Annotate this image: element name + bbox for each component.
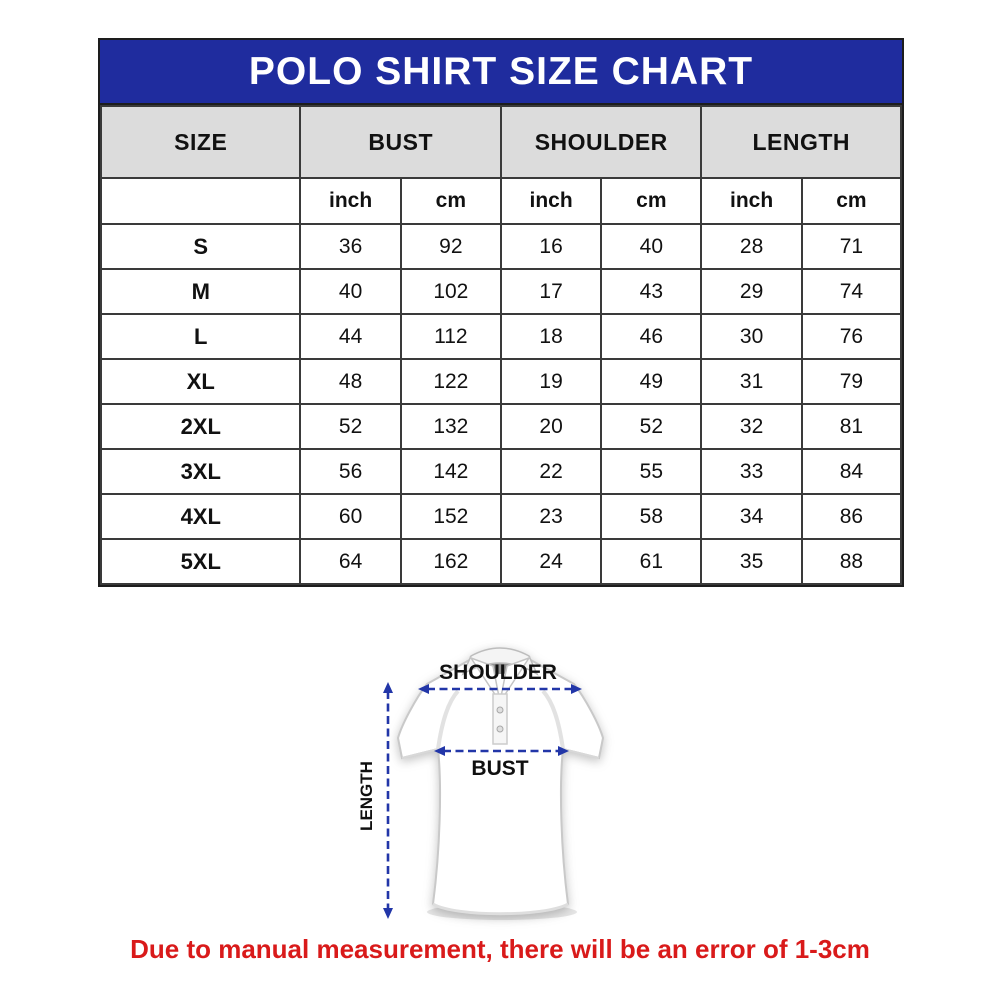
table-row [101, 224, 901, 269]
measurement-diagram [330, 636, 670, 936]
value-cell: 58 [601, 494, 701, 539]
value-cell: 49 [601, 359, 701, 404]
value-cell: 52 [601, 404, 701, 449]
col-header-size: SIZE [101, 106, 300, 178]
table-row [101, 404, 901, 449]
table-header-row [101, 106, 901, 178]
unit-cell: inch [300, 178, 400, 224]
value-cell: 20 [501, 404, 601, 449]
value-cell: 81 [802, 404, 901, 449]
table-row [101, 494, 901, 539]
size-label: XL [101, 359, 300, 404]
value-cell: 43 [601, 269, 701, 314]
table-row [101, 449, 901, 494]
col-header-bust: BUST [300, 106, 501, 178]
size-table [100, 105, 902, 585]
table-row [101, 359, 901, 404]
button-bottom [497, 726, 503, 732]
value-cell: 86 [802, 494, 901, 539]
value-cell: 162 [401, 539, 501, 584]
value-cell: 18 [501, 314, 601, 359]
value-cell: 84 [802, 449, 901, 494]
value-cell: 132 [401, 404, 501, 449]
value-cell: 64 [300, 539, 400, 584]
page-title: POLO SHIRT SIZE CHART [100, 40, 902, 105]
value-cell: 122 [401, 359, 501, 404]
table-row [101, 314, 901, 359]
value-cell: 44 [300, 314, 400, 359]
value-cell: 19 [501, 359, 601, 404]
value-cell: 71 [802, 224, 901, 269]
size-label: M [101, 269, 300, 314]
value-cell: 35 [701, 539, 801, 584]
size-label: 2XL [101, 404, 300, 449]
unit-cell: cm [601, 178, 701, 224]
value-cell: 22 [501, 449, 601, 494]
value-cell: 40 [300, 269, 400, 314]
unit-cell: inch [501, 178, 601, 224]
value-cell: 36 [300, 224, 400, 269]
value-cell: 55 [601, 449, 701, 494]
size-label: L [101, 314, 300, 359]
value-cell: 32 [701, 404, 801, 449]
value-cell: 24 [501, 539, 601, 584]
value-cell: 23 [501, 494, 601, 539]
size-label: S [101, 224, 300, 269]
value-cell: 60 [300, 494, 400, 539]
value-cell: 102 [401, 269, 501, 314]
value-cell: 16 [501, 224, 601, 269]
size-label: 3XL [101, 449, 300, 494]
shoulder-label: SHOULDER [439, 661, 557, 684]
table-row [101, 269, 901, 314]
unit-header-row [101, 178, 901, 224]
unit-blank-cell [101, 178, 300, 224]
size-label: 4XL [101, 494, 300, 539]
value-cell: 28 [701, 224, 801, 269]
value-cell: 33 [701, 449, 801, 494]
length-arrow [383, 682, 393, 919]
value-cell: 30 [701, 314, 801, 359]
measurement-disclaimer: Due to manual measurement, there will be an error of 1-3cm [130, 934, 870, 964]
table-row [101, 539, 901, 584]
col-header-length: LENGTH [701, 106, 901, 178]
button-top [497, 707, 503, 713]
value-cell: 152 [401, 494, 501, 539]
value-cell: 46 [601, 314, 701, 359]
placket [493, 694, 507, 744]
bust-label: BUST [471, 757, 529, 780]
value-cell: 29 [701, 269, 801, 314]
value-cell: 48 [300, 359, 400, 404]
size-label: 5XL [101, 539, 300, 584]
value-cell: 61 [601, 539, 701, 584]
value-cell: 142 [401, 449, 501, 494]
size-chart-box [98, 38, 904, 587]
value-cell: 74 [802, 269, 901, 314]
value-cell: 79 [802, 359, 901, 404]
value-cell: 76 [802, 314, 901, 359]
unit-cell: cm [802, 178, 901, 224]
unit-cell: inch [701, 178, 801, 224]
value-cell: 17 [501, 269, 601, 314]
value-cell: 52 [300, 404, 400, 449]
unit-cell: cm [401, 178, 501, 224]
col-header-shoulder: SHOULDER [501, 106, 702, 178]
value-cell: 31 [701, 359, 801, 404]
value-cell: 40 [601, 224, 701, 269]
length-label: LENGTH [357, 761, 376, 831]
value-cell: 112 [401, 314, 501, 359]
value-cell: 34 [701, 494, 801, 539]
value-cell: 88 [802, 539, 901, 584]
polo-shirt-illustration [330, 636, 670, 936]
value-cell: 92 [401, 224, 501, 269]
value-cell: 56 [300, 449, 400, 494]
